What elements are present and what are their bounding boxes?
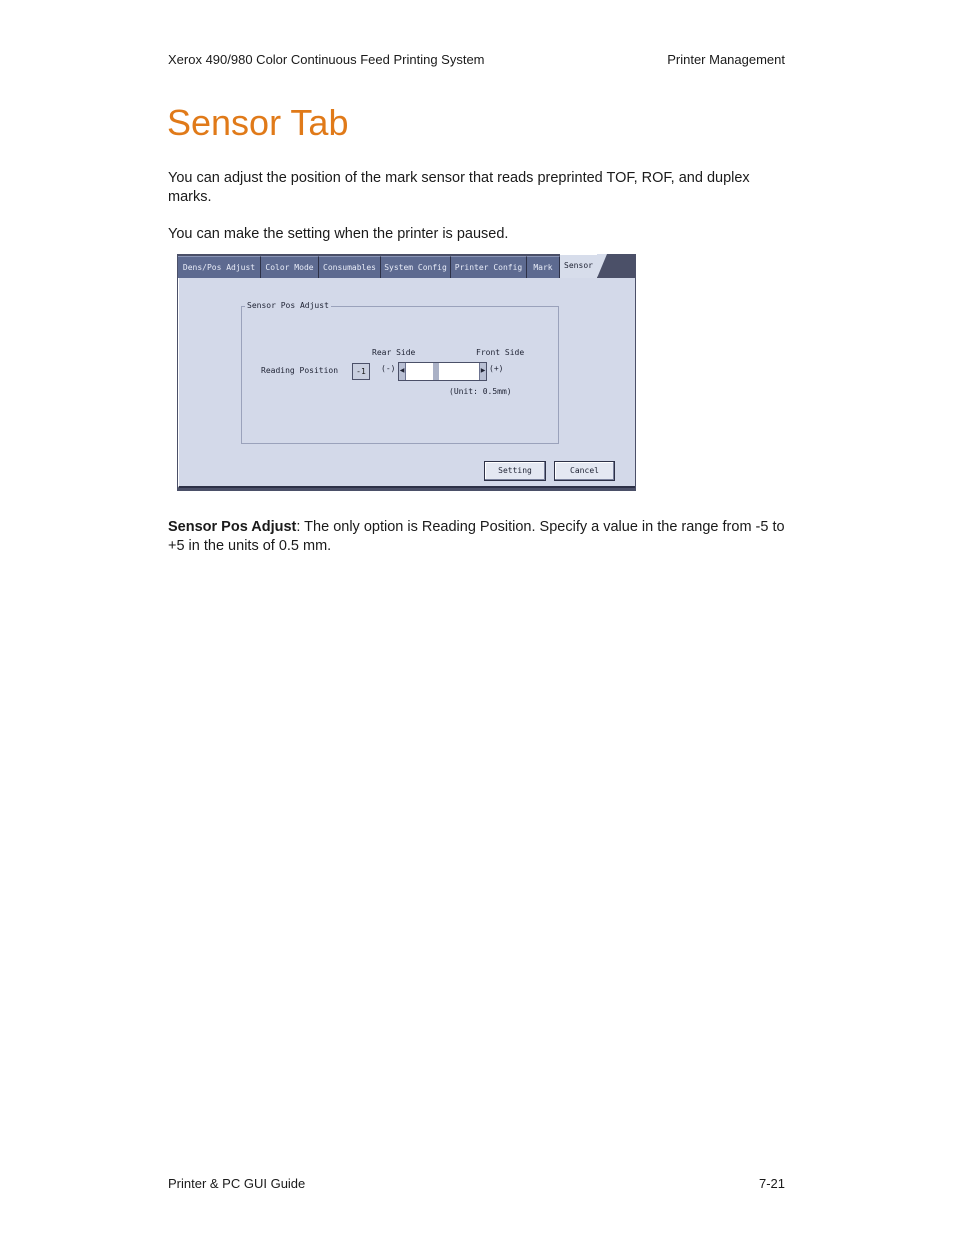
slider-left-arrow-icon[interactable]: ◀ — [399, 363, 406, 380]
tab-printer-config[interactable]: Printer Config — [451, 256, 527, 278]
term-sensor-pos-adjust: Sensor Pos Adjust — [168, 519, 297, 535]
unit-label: (Unit: 0.5mm) — [449, 387, 512, 396]
sensor-tab-screenshot — [177, 254, 636, 491]
group-legend: Sensor Pos Adjust — [247, 301, 329, 310]
reading-position-slider[interactable] — [398, 362, 487, 381]
minus-label: (-) — [381, 364, 396, 373]
paused-note: You can make the setting when the printer is paused. — [168, 226, 509, 242]
header-section: Printer Management — [667, 52, 785, 67]
rear-side-label: Rear Side — [372, 348, 416, 357]
plus-label: (+) — [489, 364, 504, 373]
description-text: : The only option is Reading Position. Specify a value in the range from -5 to +5 in the units of 0.5 mm. — [168, 519, 785, 554]
page-title: Sensor Tab — [167, 102, 349, 143]
sensor-panel — [178, 278, 635, 488]
slider-right-arrow-icon[interactable]: ▶ — [479, 363, 486, 380]
tab-mark[interactable]: Mark — [527, 256, 560, 278]
front-side-label: Front Side — [476, 348, 525, 357]
sensor-pos-adjust-description — [168, 518, 786, 556]
tab-color-mode[interactable]: Color Mode — [261, 256, 319, 278]
tab-notch — [597, 254, 607, 278]
tab-consumables[interactable]: Consumables — [319, 256, 381, 278]
reading-position-value: -1 — [352, 363, 370, 380]
reading-position-label: Reading Position — [261, 366, 339, 375]
intro-paragraph: You can adjust the position of the mark sensor that reads preprinted TOF, ROF, and duplex marks. — [168, 170, 750, 205]
tab-dens-pos-adjust[interactable]: Dens/Pos Adjust — [178, 256, 261, 278]
tab-sensor[interactable]: Sensor — [560, 254, 598, 279]
header-doc-title: Xerox 490/980 Color Continuous Feed Printing System — [168, 52, 485, 67]
slider-thumb[interactable] — [433, 363, 439, 380]
page-number: 7-21 — [758, 1176, 785, 1191]
setting-button[interactable]: Setting — [484, 461, 546, 481]
footer-guide-title: Printer & PC GUI Guide — [168, 1176, 306, 1191]
tab-bar — [177, 254, 636, 278]
cancel-button[interactable]: Cancel — [554, 461, 615, 481]
tab-system-config[interactable]: System Config — [381, 256, 451, 278]
